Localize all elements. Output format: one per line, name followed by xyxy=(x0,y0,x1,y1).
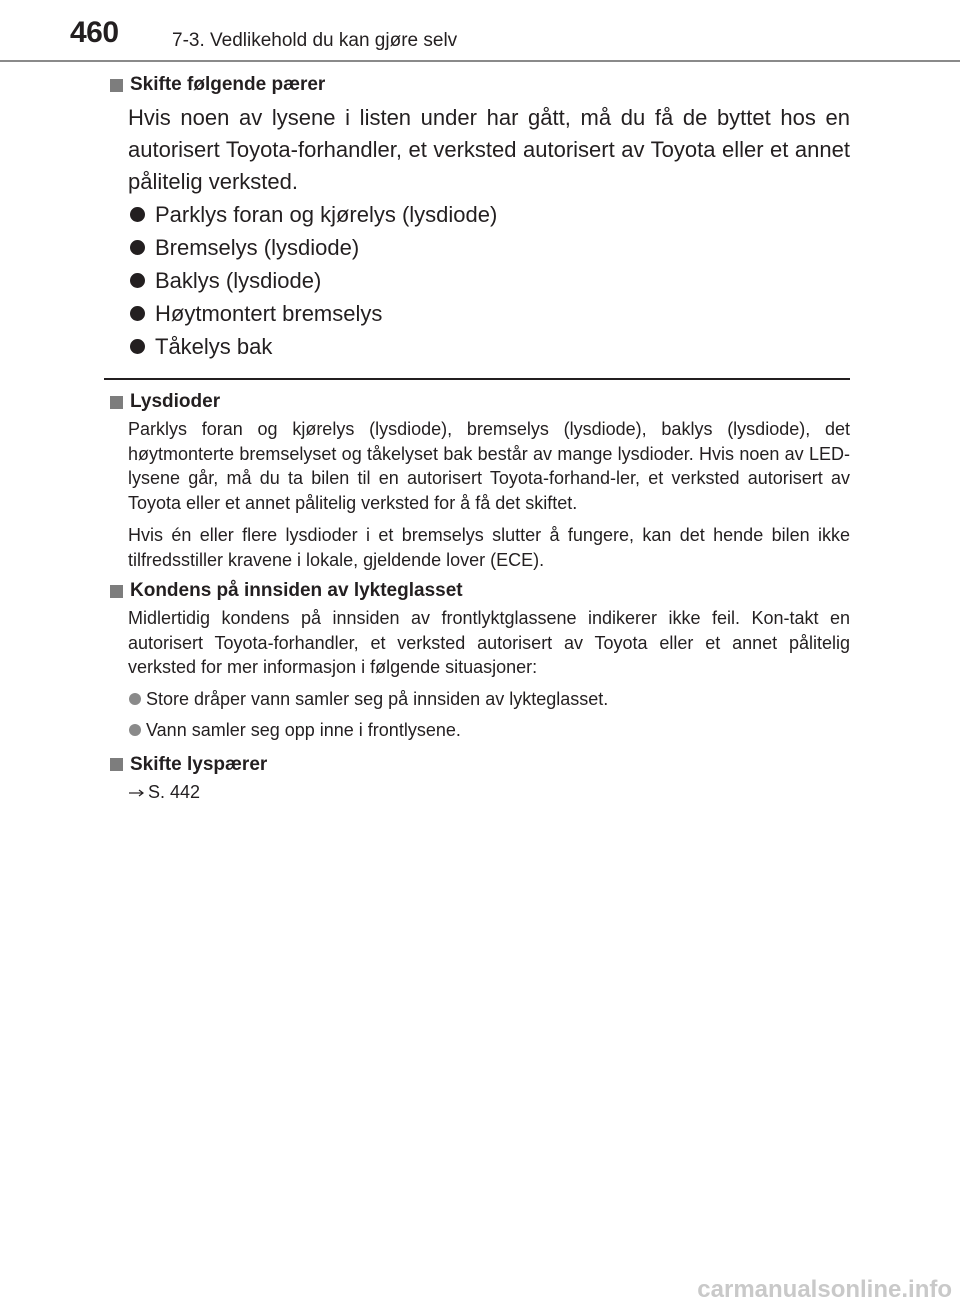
square-bullet-icon xyxy=(110,396,123,409)
square-bullet-icon xyxy=(110,79,123,92)
main-heading-text: Skifte følgende pærer xyxy=(130,74,326,95)
list-item: Baklys (lysdiode) xyxy=(128,264,850,297)
note-heading: Skifte lyspærer xyxy=(108,752,850,778)
list-item: Store dråper vann samler seg på innsiden av lykteglasset. xyxy=(128,684,850,715)
note-heading: Lysdioder xyxy=(108,389,850,415)
note-paragraph: Parklys foran og kjørelys (lysdiode), bremselys (lysdiode), baklys (lysdiode), det høytmonterte bremselyset og tåkelyset bak består av mange lysdioder. Hvis noen av LED-lysene går, må du ta bilen til en autorisert Toyota-forhand-ler, et verksted autorisert av Toyota eller et annet pålitelig verksted for å få det skiftet. xyxy=(128,419,850,513)
list-item: Høytmontert bremselys xyxy=(128,297,850,330)
watermark: carmanualsonline.info xyxy=(697,1276,952,1303)
square-bullet-icon xyxy=(110,758,123,771)
page-number: 460 xyxy=(70,16,119,49)
bullet-icon xyxy=(130,207,145,222)
note-lyspaerer xyxy=(108,752,850,804)
section-title: 7-3. Vedlikehold du kan gjøre selv xyxy=(172,30,458,51)
main-section xyxy=(108,72,850,363)
page-reference-link[interactable]: S. 442 xyxy=(128,780,850,804)
note-paragraph: Midlertidig kondens på innsiden av frontlyktglassene indikerer ikke feil. Kon-takt en autorisert Toyota-forhandler, et verksted autorisert av Toyota eller et annet pålitelig verksted for mer informasjon i følgende situasjoner: xyxy=(128,608,850,677)
note-paragraph: Hvis én eller flere lysdioder i et bremselys slutter å fungere, kan det hende bilen ikke tilfredsstiller kravene i lokale, gjeldende lover (ECE). xyxy=(128,525,850,570)
note-lysdioder xyxy=(108,389,850,572)
square-bullet-icon xyxy=(110,585,123,598)
notes-section xyxy=(108,389,850,810)
note-kondens xyxy=(108,578,850,746)
condensation-list xyxy=(108,684,850,746)
section-divider xyxy=(104,378,850,380)
list-item: Parklys foran og kjørelys (lysdiode) xyxy=(128,198,850,231)
main-heading xyxy=(108,72,850,98)
bullet-icon xyxy=(130,240,145,255)
list-item: Tåkelys bak xyxy=(128,330,850,363)
bulb-list xyxy=(108,198,850,363)
arrow-right-icon xyxy=(128,786,146,798)
bullet-icon xyxy=(130,273,145,288)
bullet-icon xyxy=(130,306,145,321)
bullet-icon xyxy=(129,693,141,705)
bullet-icon xyxy=(129,724,141,736)
header-rule xyxy=(0,60,960,62)
note-heading: Kondens på innsiden av lykteglasset xyxy=(108,578,850,604)
list-item: Bremselys (lysdiode) xyxy=(128,231,850,264)
main-paragraph: Hvis noen av lysene i listen under har gått, må du få de byttet hos en autorisert Toyota-forhandler, et verksted autorisert av Toyota eller et annet pålitelig verksted. xyxy=(128,105,850,194)
bullet-icon xyxy=(130,339,145,354)
list-item: Vann samler seg opp inne i frontlysene. xyxy=(128,715,850,746)
page-header xyxy=(0,0,960,62)
